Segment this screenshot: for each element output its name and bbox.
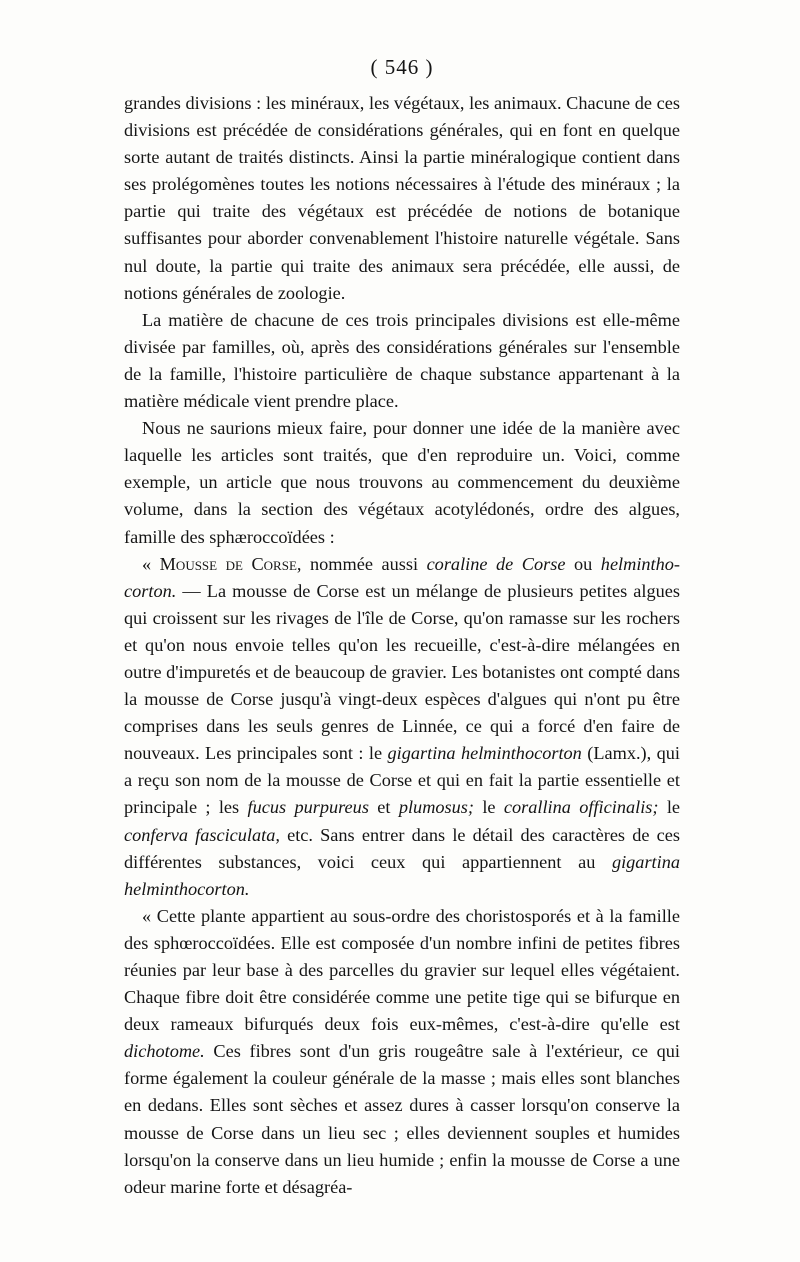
text-run: « Cette plante appartient au sous-ordre des choristosporés et à la famille des sphœroccoïdées. Elle est composée d'un nombre infini de petites fibres réunies par leur base à des parcelles du gravier sur lequel elles végétaient. Chaque fibre doit être considérée comme une petite tige qui se bifurque en deux rameaux bifurqués deux fois eux-mêmes, c'est-à-dire qu'elle est [124,905,680,1035]
italic-text: fucus purpureus [247,797,369,818]
text-run: , nommée aussi [296,553,427,574]
text-run: Ces fibres sont d'un gris rougeâtre sale à l'extérieur, ce qui forme également la couleur générale de la masse ; mais elles sont blanches en dedans. Elles sont sèches et assez dures à casser lorsqu'on conserve la mousse de Corse dans un lieu sec ; elles deviennent souples et humides lorsqu'on la conserve dans un lieu humide ; enfin la mousse de Corse a une odeur marine forte et désagréa- [124,1041,680,1197]
text-run: etc. Sans entrer dans le détail des caractères de ces différentes substances, voici ceux qui appartiennent au [124,824,680,872]
text-run: « [142,553,160,574]
text-run: le [658,797,681,818]
book-page [124,54,680,1224]
italic-text: gigartina helminthocorton [387,743,582,764]
italic-text: corallina officinalis; [503,797,659,818]
page-number: ( 546 ) [370,55,434,79]
text-run: ou [565,553,601,574]
text-run: grandes divisions : les minéraux, les végétaux, les animaux. Chacune de ces divisions est précédée de considérations générales, qui en font en quelque sorte autant de traités distincts. Ainsi la partie minéralogique contient dans ses prolégomènes toutes les notions nécessaires à l'étude des minéraux ; la partie qui traite des végétaux est précédée de notions de botanique suffisantes pour aborder convenablement l'histoire naturelle végétale. Sans nul doute, la partie qui traite des animaux sera précédée, elle aussi, de notions générales de zoologie. [124,93,680,303]
italic-text: gigartina helminthocorton. [124,851,680,899]
italic-text: plumosus; [398,797,474,818]
text-run: le [474,797,504,818]
italic-text: coraline de Corse [426,553,566,574]
text-run: La matière de chacune de ces trois principales divisions est elle-même divisée par familles, où, après des considérations générales sur l'ensemble de la famille, l'histoire particulière de chaque substance appartenant à la matière médicale vient prendre place. [124,309,680,412]
italic-text: helminthocorton. [124,553,681,601]
paragraph [124,90,680,307]
paragraph [124,415,680,550]
paragraph [124,307,680,415]
text-run: Nous ne saurions mieux faire, pour donner une idée de la manière avec laquelle les articles sont traités, que d'en reproduire un. Voici, comme exemple, un article que nous trouvons au commencement du deuxième volume, dans la section des végétaux acotylédonés, ordre des algues, famille des sphæroccoïdées : [124,418,680,547]
paragraph [124,903,680,1201]
paragraph [124,551,680,903]
text-run: et [368,797,399,818]
italic-text: conferva fasciculata, [124,824,280,845]
body-text [124,90,680,1201]
text-run: (Lamx.), qui a reçu son nom de la mousse de Corse et qui en fait la partie essentielle et principale ; les [124,743,680,818]
text-run: — La mousse de Corse est un mélange de plusieurs petites algues qui croissent sur les rivages de l'île de Corse, qu'on ramasse sur les rochers et qu'on nous envoie telles qu'on les recueille, c'est-à-dire mélangées en outre d'impuretés et de beaucoup de gravier. Les botanistes ont compté dans la mousse de Corse jusqu'à vingt-deux espèces d'algues qui n'ont pu être comprises dans les seuls genres de Linnée, ce qui a forcé d'en faire de nouveaux. Les principales sont : le [124,580,680,764]
small-caps-text: Mousse de Corse [159,553,297,574]
italic-text: dichotome. [124,1041,205,1062]
